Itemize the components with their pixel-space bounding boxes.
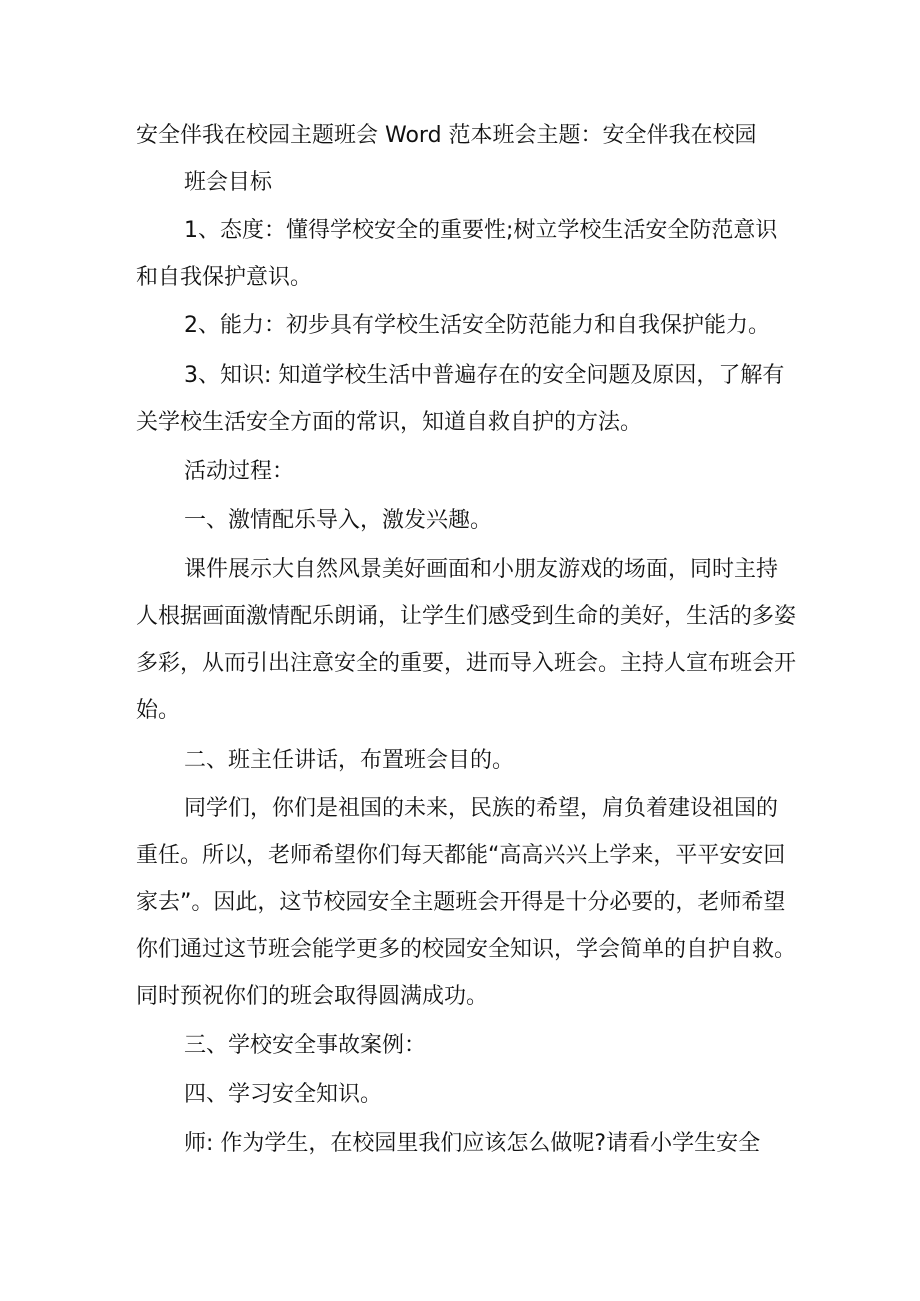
- paragraph-process-heading: 活动过程：: [184, 459, 295, 484]
- paragraph-section-two: 二、班主任讲话，布置班会目的。: [184, 748, 515, 773]
- paragraph-teacher-speech: 同学们，你们是祖国的未来，民族的希望，肩负着建设祖国的重任。所以，老师希望你们每天都能“高高兴兴上学来，平平安安回家去”。因此，这节校园安全主题班会开得是十分必要的，老师希望你们通过这节班会能学更多的校园安全知识，学会简单的自护自救。同时预祝你们的班会取得圆满成功。: [136, 796, 797, 1009]
- paragraph-knowledge: 3、知识: 知道学校生活中普遍存在的安全问题及原因，了解有关学校生活安全方面的常识，知道自救自护的方法。: [136, 363, 785, 435]
- paragraph-section-one: 一、激情配乐导入，激发兴趣。: [184, 508, 493, 533]
- paragraph-ability: 2、能力：初步具有学校生活安全防范能力和自我保护能力。: [184, 313, 770, 338]
- paragraph-intro-activity: 课件展示大自然风景美好画面和小朋友游戏的场面，同时主持人根据画面激情配乐朗诵，让学生们感受到生命的美好，生活的多姿多彩，从而引出注意安全的重要，进而导入班会。主持人宣布班会开始。: [136, 557, 797, 723]
- paragraph-attitude: 1、态度：懂得学校安全的重要性;树立学校生活安全防范意识和自我保护意识。: [136, 218, 778, 290]
- document-title: 安全伴我在校园主题班会 Word 范本班会主题：安全伴我在校园: [136, 123, 757, 148]
- paragraph-section-four: 四、学习安全知识。: [184, 1082, 383, 1107]
- paragraph-teacher-question: 师: 作为学生，在校园里我们应该怎么做呢?请看小学生安全: [184, 1131, 761, 1156]
- paragraph-goal-heading: 班会目标: [184, 170, 273, 195]
- paragraph-section-three: 三、学校安全事故案例：: [184, 1033, 427, 1058]
